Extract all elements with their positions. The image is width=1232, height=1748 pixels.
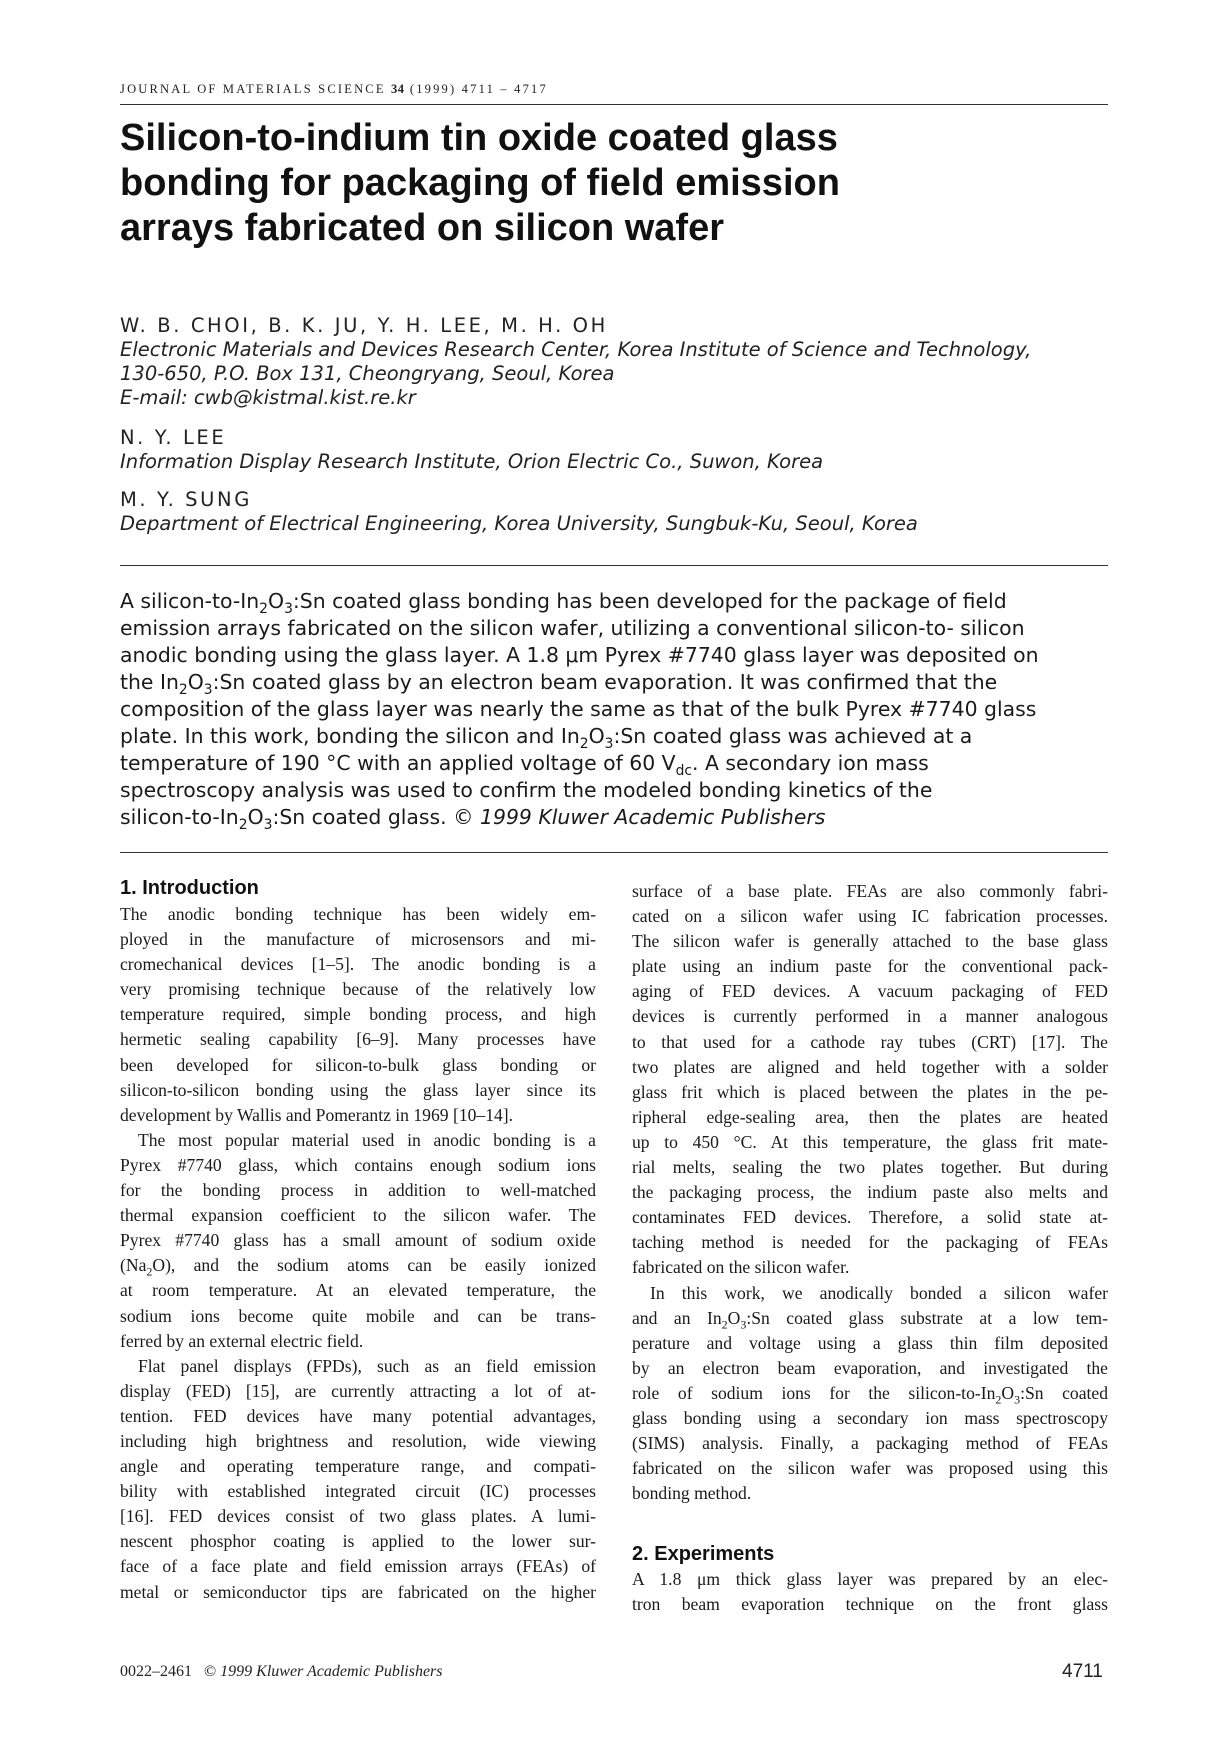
section-heading-experiments: 2. Experiments	[632, 1543, 775, 1565]
body-line: development by Wallis and Pomerantz in 1969 [10–14].	[120, 1104, 514, 1125]
body-line: at room temperature. At an elevated temperature, the	[120, 1280, 596, 1301]
title-line: Silicon-to-indium tin oxide coated glass	[120, 117, 838, 159]
body-line: The anodic bonding technique has been widely em-	[120, 904, 596, 924]
header-rule	[120, 104, 1108, 105]
body-line: bonding method.	[632, 1483, 752, 1504]
body-line: Flat panel displays (FPDs), such as an field emission	[138, 1355, 596, 1376]
body-line: surface of a base plate. FEAs are also commonly fabri-	[632, 881, 1108, 901]
abstract-line: spectroscopy analysis was used to confirm the modeled bonding kinetics of the	[120, 778, 933, 802]
body-line: aging of FED devices. A vacuum packaging of FED	[632, 981, 1108, 1002]
body-line: up to 450 °C. At this temperature, the glass frit mate-	[632, 1131, 1108, 1152]
body-line: tron beam evaporation technique on the front glass	[632, 1594, 1108, 1615]
author-group-2	[120, 426, 1110, 474]
abstract-line: emission arrays fabricated on the silicon wafer, utilizing a conventional silicon-to- silicon	[120, 616, 1025, 640]
affiliation-line: Electronic Materials and Devices Research Center, Korea Institute of Science and Technology,	[120, 338, 1032, 361]
author-names: W. B. CHOI, B. K. JU, Y. H. LEE, M. H. OH	[120, 314, 608, 337]
body-line: two plates are aligned and held together with a solder	[632, 1056, 1108, 1077]
body-line: cromechanical devices [1–5]. The anodic bonding is a	[120, 954, 596, 975]
body-line: for the bonding process in addition to well-matched	[120, 1180, 596, 1201]
body-line: ripheral edge-sealing area, then the plates are heated	[632, 1106, 1108, 1127]
body-line: glass bonding using a secondary ion mass spectroscopy	[632, 1407, 1108, 1428]
body-line: thermal expansion coefficient to the silicon wafer. The	[120, 1205, 596, 1226]
body-line: plate using an indium paste for the conventional pack-	[632, 956, 1108, 977]
body-line: display (FED) [15], are currently attracting a lot of at-	[120, 1380, 596, 1401]
abstract-line: composition of the glass layer was nearly the same as that of the bulk Pyrex #7740 glass	[120, 697, 1037, 721]
body-line: been developed for silicon-to-bulk glass bonding or	[120, 1054, 596, 1075]
body-line: The silicon wafer is generally attached to the base glass	[632, 931, 1108, 952]
abstract-line: the $In_2O_3:Sn$ coated glass by an electron beam evaporation. It was confirmed that the	[120, 670, 998, 699]
abstract-line: silicon-$to-In_2O_3:Sn$ coated glass. © 1999 Kluwer Academic Publishers	[120, 805, 826, 834]
body-line: role of sodium ions for the silicon-$to-In_2O_3:Sn$ coated	[632, 1382, 1108, 1407]
abstract-line: A silicon-$to-In_2O_3:Sn$ coated glass bonding has been developed for the package of field	[120, 589, 1007, 618]
body-line: sodium ions become quite mobile and can be trans-	[120, 1305, 596, 1326]
issn: 0022–2461	[120, 1663, 192, 1680]
footer-copyright: 1999 Kluwer Academic Publishers	[220, 1663, 443, 1680]
body-line: Pyrex #7740 glass has a small amount of sodium oxide	[120, 1230, 596, 1251]
running-head	[120, 82, 1108, 97]
right-column	[632, 879, 1108, 1506]
body-line: ferred by an external electric field.	[120, 1330, 364, 1351]
body-line: The most popular material used in anodic bonding is a	[138, 1129, 596, 1150]
section-heading-introduction: 1. Introduction	[120, 877, 259, 899]
title-line: bonding for packaging of field emission	[120, 162, 840, 204]
body-line: perature and voltage using a glass thin film deposited	[632, 1332, 1108, 1353]
abstract-copyright: 1999 Kluwer Academic Publishers	[473, 805, 826, 829]
body-line: face of a face plate and field emission arrays (FEAs) of	[120, 1556, 596, 1577]
author-names: N. Y. LEE	[120, 426, 227, 449]
body-line: silicon-to-silicon bonding using the glass layer since its	[120, 1079, 596, 1100]
body-line: including high brightness and resolution, wide viewing	[120, 1430, 596, 1451]
abstract-top-rule	[120, 565, 1108, 566]
journal-volume: 34	[391, 82, 405, 96]
body-line: nescent phosphor coating is applied to the lower sur-	[120, 1531, 596, 1552]
author-group-3	[120, 488, 1110, 536]
body-line: contaminates FED devices. Therefore, a solid state at-	[632, 1207, 1108, 1228]
body-line: taching method is needed for the packaging of FEAs	[632, 1232, 1108, 1253]
body-line: very promising technique because of the relatively low	[120, 979, 596, 1000]
body-line: $(Na_2O)$, and the sodium atoms can be easily ionized	[120, 1255, 596, 1279]
body-line: angle and operating temperature range, and compati-	[120, 1456, 596, 1477]
body-line: cated on a silicon wafer using IC fabrication processes.	[632, 906, 1108, 927]
body-line: metal or semiconductor tips are fabricated on the higher	[120, 1581, 596, 1602]
body-line: rial melts, sealing the two plates together. But during	[632, 1157, 1108, 1178]
abstract	[120, 588, 1110, 834]
abstract-line: anodic bonding using the glass layer. A 1.8 μm Pyrex #7740 glass layer was deposited on	[120, 643, 1039, 667]
footer-citation	[120, 1663, 443, 1681]
author-group-1	[120, 314, 1110, 410]
abstract-bottom-rule	[120, 852, 1108, 853]
copyright-symbol: ©	[204, 1663, 217, 1680]
author-names: M. Y. SUNG	[120, 488, 252, 511]
body-line: fabricated on the silicon wafer.	[632, 1257, 850, 1278]
body-line: [16]. FED devices consist of two glass plates. A lumi-	[120, 1506, 596, 1527]
body-line: temperature required, simple bonding process, and high	[120, 1004, 596, 1025]
affiliation-line: 130-650, P.O. Box 131, Cheongryang, Seoul, Korea	[120, 362, 615, 385]
body-line: hermetic sealing capability [6–9]. Many processes have	[120, 1029, 596, 1050]
body-line: bility with established integrated circuit (IC) processes	[120, 1481, 596, 1502]
body-line: tention. FED devices have many potential advantages,	[120, 1405, 596, 1426]
body-line: fabricated on the silicon wafer was proposed using this	[632, 1458, 1108, 1479]
affiliation-line: Department of Electrical Engineering, Korea University, Sungbuk-Ku, Seoul, Korea	[120, 512, 918, 535]
affiliation-line: Information Display Research Institute, Orion Electric Co., Suwon, Korea	[120, 450, 824, 473]
body-line: In this work, we anodically bonded a silicon wafer	[650, 1282, 1108, 1303]
body-line: glass frit which is placed between the plates in the pe-	[632, 1081, 1108, 1102]
body-line: by an electron beam evaporation, and investigated the	[632, 1357, 1108, 1378]
abstract-line: plate. In this work, bonding the silicon and $In_2O_3:Sn$ coated glass was achieved at a	[120, 724, 973, 753]
page-number: 4711	[1062, 1661, 1103, 1682]
right-column-experiments	[632, 1567, 1108, 1617]
body-line: and an $In_2O_3:Sn$ coated glass substrate at a low tem-	[632, 1307, 1108, 1332]
paper-title	[120, 116, 920, 251]
body-line: A 1.8 μm thick glass layer was prepared by an elec-	[632, 1569, 1108, 1589]
body-line: Pyrex #7740 glass, which contains enough sodium ions	[120, 1154, 596, 1175]
journal-name: JOURNAL OF MATERIALS SCIENCE	[120, 82, 386, 96]
body-line: (SIMS) analysis. Finally, a packaging method of FEAs	[632, 1433, 1108, 1454]
left-column	[120, 902, 596, 1605]
body-line: devices is currently performed in a manner analogous	[632, 1006, 1108, 1027]
abstract-line: temperature of 190 °C with an applied voltage of 60 $V_{dc}$. A secondary ion mass	[120, 751, 929, 780]
body-line: ployed in the manufacture of microsensors and mi-	[120, 929, 596, 950]
journal-year-pages: (1999) 4711 – 4717	[409, 82, 548, 96]
body-line: to that used for a cathode ray tubes (CRT) [17]. The	[632, 1031, 1108, 1052]
title-line: arrays fabricated on silicon wafer	[120, 207, 725, 249]
body-line: the packaging process, the indium paste also melts and	[632, 1182, 1108, 1203]
affiliation-email: E-mail: cwb@kistmal.kist.re.kr	[120, 386, 416, 409]
